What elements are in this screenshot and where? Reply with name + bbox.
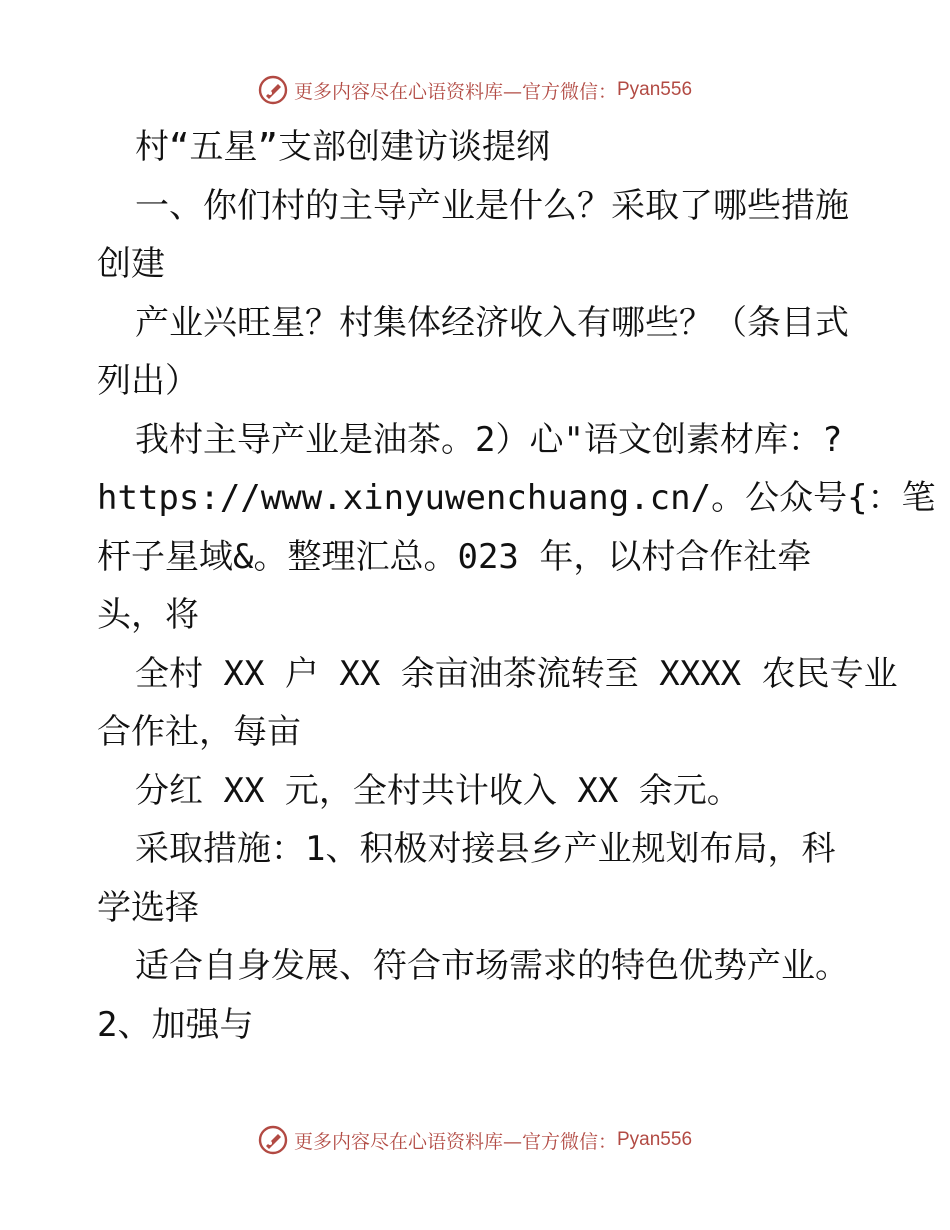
paragraph-line: 学选择 bbox=[97, 887, 199, 928]
paragraph-line: 创建 bbox=[97, 244, 165, 284]
header-watermark-banner bbox=[0, 70, 950, 110]
paragraph-line: 采取措施：1、积极对接县乡产业规划布局，科 bbox=[135, 829, 836, 869]
banner-wechat-id: Pyan556 bbox=[617, 79, 693, 100]
banner-text: 更多内容尽在心语资料库—官方微信： bbox=[293, 1130, 617, 1153]
paragraph-line: 合作社，每亩 bbox=[97, 712, 301, 752]
paragraph-line: 分红 XX 元，全村共计收入 XX 余元。 bbox=[135, 770, 741, 811]
paragraph-line: 产业兴旺星？村集体经济收入有哪些？（条目式 bbox=[135, 302, 849, 343]
paragraph-line: https://www.xinyuwenchuang.cn/。公众号{：笔 bbox=[97, 478, 936, 518]
paragraph-line: 列出） bbox=[97, 361, 199, 401]
pen-nib-icon bbox=[258, 75, 288, 105]
paragraph-line: 头，将 bbox=[97, 595, 199, 635]
banner-wechat-id: Pyan556 bbox=[617, 1129, 693, 1150]
paragraph-line: 适合自身发展、符合市场需求的特色优势产业。 bbox=[135, 946, 849, 986]
paragraph-line: 我村主导产业是油茶。2）心"语文创素材库：? bbox=[135, 419, 843, 460]
paragraph-line: 2、加强与 bbox=[97, 1004, 254, 1045]
footer-watermark-banner bbox=[0, 1120, 950, 1160]
document-title: 村“五星”支部创建访谈提纲 bbox=[135, 127, 550, 167]
pen-nib-icon bbox=[258, 1125, 288, 1155]
banner-text: 更多内容尽在心语资料库—官方微信： bbox=[293, 80, 617, 103]
paragraph-line: 一、你们村的主导产业是什么？采取了哪些措施 bbox=[135, 185, 849, 226]
paragraph-line: 全村 XX 户 XX 余亩油茶流转至 XXXX 农民专业 bbox=[135, 653, 898, 694]
paragraph-line: 杆子星域&。整理汇总。023 年，以村合作社牵 bbox=[97, 536, 812, 577]
document-body bbox=[97, 118, 936, 1054]
